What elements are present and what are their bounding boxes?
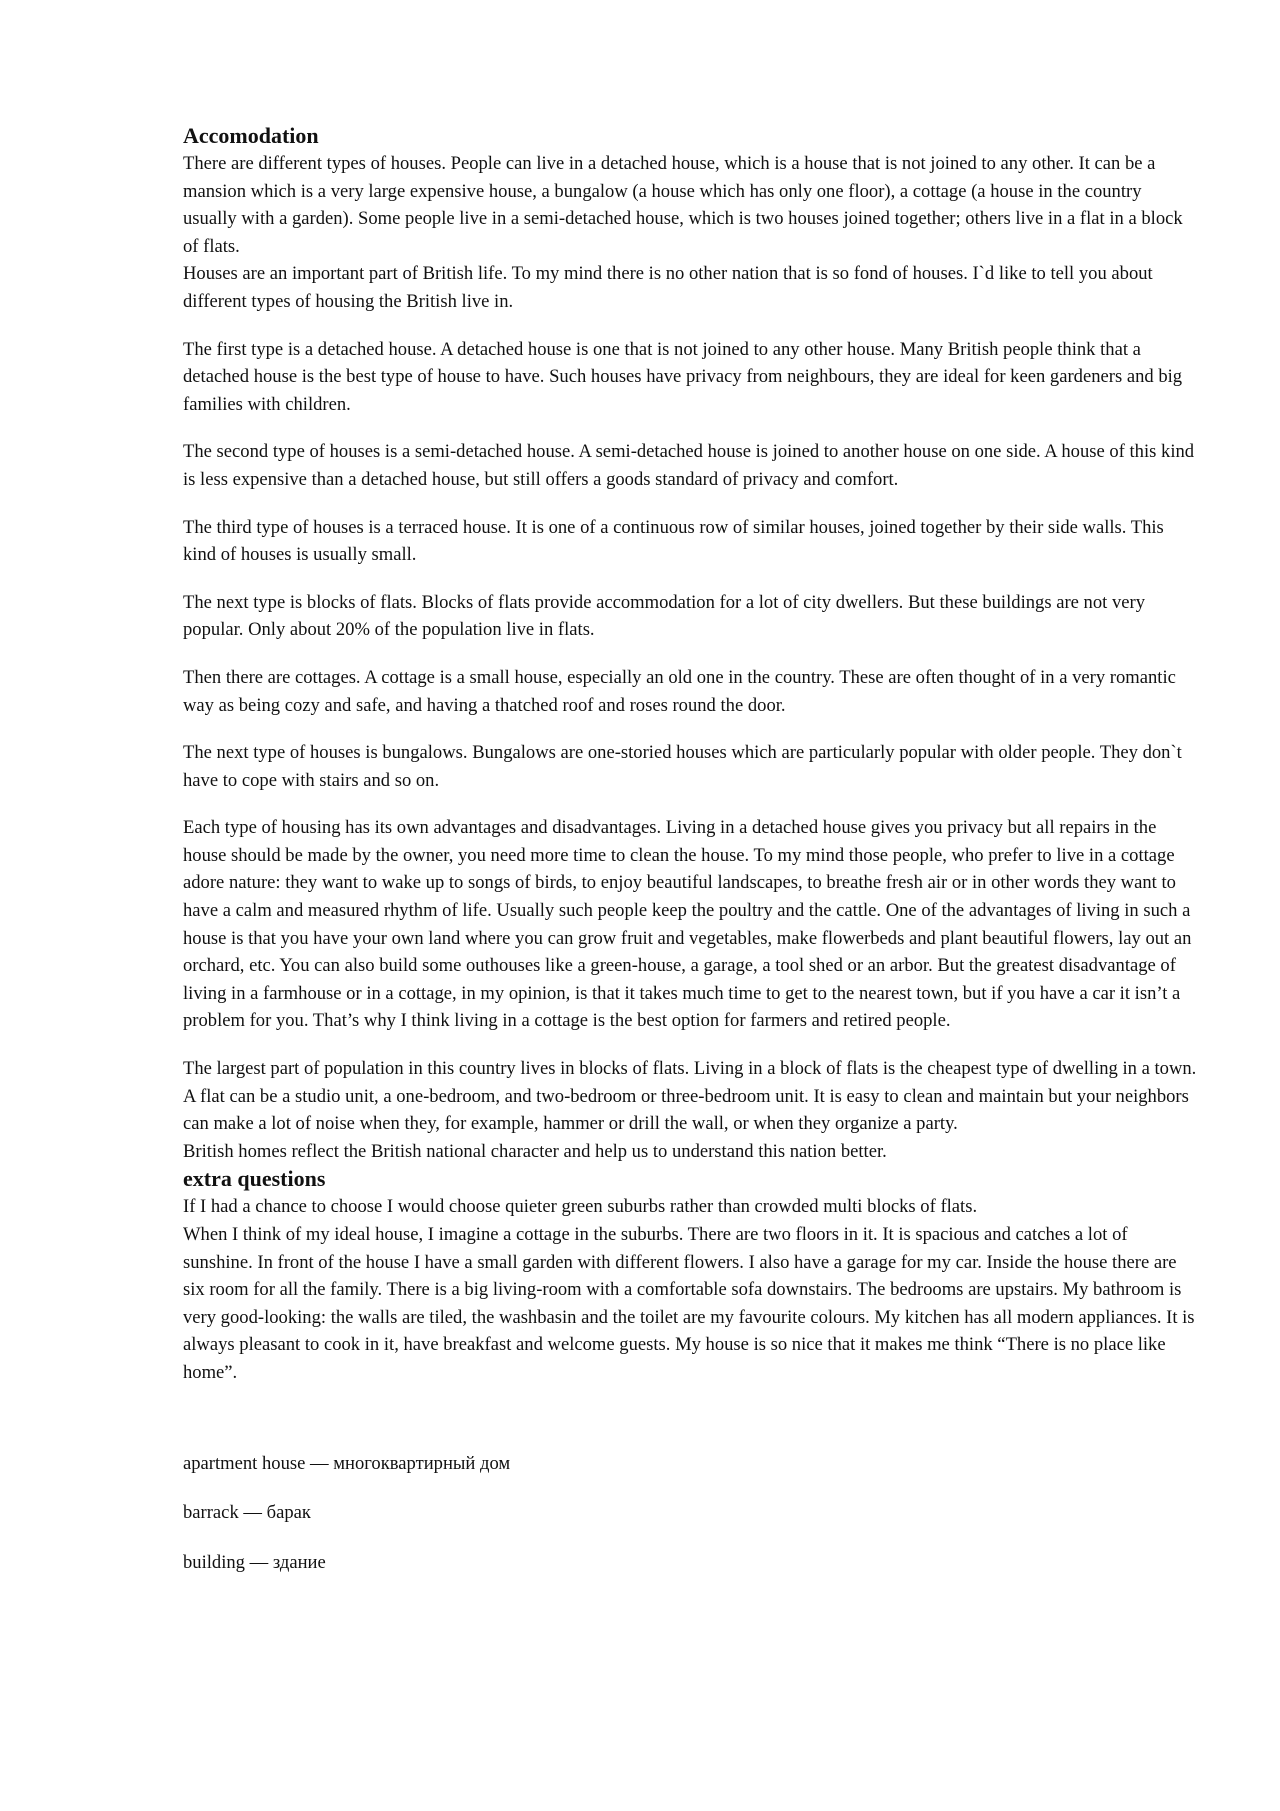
paragraph-bungalows: The next type of houses is bungalows. Bungalows are one-storied houses which are particularly popular with older people. They don`t have to cope with stairs and so on. [183, 742, 1182, 791]
paragraph-detached: The first type is a detached house. A detached house is one that is not joined to any other house. Many British people think that a detached house is the best type of house to have. Such houses have privacy from neighbours, they are ideal for keen gardeners and big families with children. [183, 338, 1183, 415]
vocabulary-item: barrack — барак [183, 1502, 311, 1524]
vocabulary-item: building — здание [183, 1551, 326, 1573]
vocabulary-item: apartment house — многоквартирный дом [183, 1452, 511, 1474]
paragraph-british-homes: British homes reflect the British national character and help us to understand this nation better. [183, 1140, 887, 1162]
page-title: Accomodation [183, 123, 319, 148]
paragraph-semi-detached: The second type of houses is a semi-detached house. A semi-detached house is joined to another house on one side. A house of this kind is less expensive than a detached house, but still offers a goods standard of privacy and comfort. [183, 441, 1195, 490]
paragraph-blocks-of-flats: The next type is blocks of flats. Blocks of flats provide accommodation for a lot of city dwellers. But these buildings are not very popular. Only about 20% of the population live in flats. [183, 591, 1145, 641]
extra-paragraph-ideal-house: When I think of my ideal house, I imagine a cottage in the suburbs. There are two floors in it. It is spacious and catches a lot of sunshine. In front of the house I have a small garden with different flowers. I also have a garage for my car. Inside the house there are six room for all the family. There is a big living-room with a comfortable sofa downstairs. The bedrooms are upstairs. My bathroom is very good-looking: the walls are tiled, the washbasin and the toilet are my favourite colours. My kitchen has all modern appliances. It is always pleasant to cook in it, have breakfast and welcome guests. My house is so nice that it makes me think “There is no place like home”. [183, 1224, 1195, 1383]
paragraph-advantages: Each type of housing has its own advantages and disadvantages. Living in a detached house gives you privacy but all repairs in the house should be made by the owner, you need more time to clean the house. To my mind those people, who prefer to live in a cottage adore nature: they want to wake up to songs of birds, to enjoy beautiful landscapes, to breathe fresh air or in other words they want to have a calm and measured rhythm of life. Usually such people keep the poultry and the cattle. One of the advantages of living in such a house is that you have your own land where you can grow fruit and vegetables, make flowerbeds and plant beautiful flowers, lay out an orchard, etc. You can also build some outhouses like a green-house, a garage, a tool shed or an arbor. But the greatest disadvantage of living in a farmhouse or in a cottage, in my opinion, is that it takes much time to get to the nearest town, but if you have a car it isn’t a problem for you. That’s why I think living in a cottage is the best option for farmers and retired people. [183, 817, 1192, 1032]
extra-paragraph-choice: If I had a chance to choose I would choose quieter green suburbs rather than crowded multi blocks of flats. [183, 1196, 978, 1218]
paragraph-terraced: The third type of houses is a terraced house. It is one of a continuous row of similar houses, joined together by their side walls. This kind of houses is usually small. [183, 516, 1164, 566]
paragraph-cottages: Then there are cottages. A cottage is a small house, especially an old one in the country. These are often thought of in a very romantic way as being cozy and safe, and having a thatched roof and roses round the door. [183, 666, 1176, 716]
paragraph-largest-part: The largest part of population in this country lives in blocks of flats. Living in a block of flats is the cheapest type of dwelling in a town. A flat can be a studio unit, a one-bedroom, and two-bedroom or three-bedroom unit. It is easy to clean and maintain but your neighbors can make a lot of noise when they, for example, hammer or drill the wall, or when they organize a party. [183, 1058, 1197, 1135]
extra-questions-heading: extra questions [183, 1166, 326, 1192]
paragraph-intro: There are different types of houses. People can live in a detached house, which is a house that is not joined to any other. It can be a mansion which is a very large expensive house, a bungalow (a house which has only one floor), a cottage (a house in the country usually with a garden). Some people live in a semi-detached house, which is two houses joined together; others live in a flat in a block of flats. [183, 153, 1183, 257]
document-page [183, 122, 1198, 1576]
paragraph-british-life: Houses are an important part of British life. To my mind there is no other nation that is so fond of houses. I`d like to tell you about different types of housing the British live in. [183, 263, 1153, 312]
